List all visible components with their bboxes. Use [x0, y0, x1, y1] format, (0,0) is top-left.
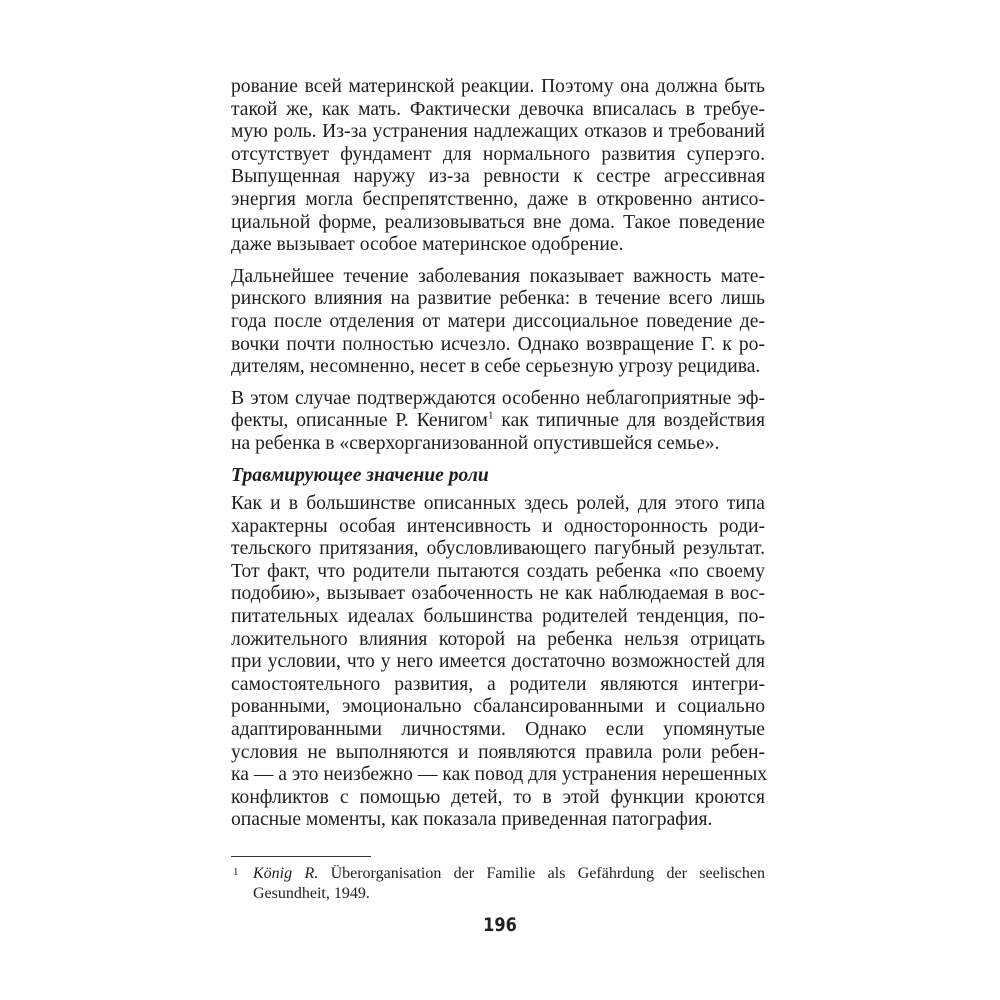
text-line: вочки почти полностью исчезло. Однако возвращение Г. к ро-: [231, 333, 765, 355]
footnote-line: Gesundheit, 1949.: [253, 885, 370, 902]
text-line: конфликтов с помощью детей, то в этой функции кроются: [231, 786, 765, 808]
text-line: Тот факт, что родители пытаются создать ребенка «по своему: [231, 560, 765, 582]
text-line: ринского влияния на развитие ребенка: в течение всего лишь: [231, 288, 765, 310]
page-number: 196: [483, 914, 517, 936]
footnote-author: König R.: [253, 865, 319, 882]
text-line: [231, 410, 765, 433]
paragraph-2: [231, 266, 765, 379]
text-line: даже вызывает особое материнское одобрение.: [231, 234, 624, 256]
text-line: Выпущенная наружу из-за ревности к сестре агрессивная: [231, 166, 765, 188]
footnote-text: Überorganisation der Familie als Gefährdung der seelischen: [318, 865, 766, 882]
text-line: Дальнейшее течение заболевания показывает важность мате-: [231, 265, 765, 287]
paragraph-3: [231, 388, 765, 456]
text-span: как типичные для воздействия: [493, 410, 765, 432]
text-line: характерны особая интенсивность и односторонность роди-: [231, 515, 765, 537]
footnote-line: [231, 864, 765, 884]
footnote-mark: 1: [233, 866, 239, 878]
text-line: ложительного влияния которой на ребенка нельзя отрицать: [231, 628, 765, 650]
text-line: самостоятельного развития, а родители являются интегри-: [231, 673, 765, 695]
text-line: отсутствует фундамент для нормального развития суперэго.: [231, 143, 765, 165]
text-line: циальной форме, реализовываться вне дома. Такое поведение: [231, 211, 765, 233]
text-line: ка — а это неизбежно — как повод для устранения нерешенных: [231, 764, 768, 786]
text-line: при условии, что у него имеется достаточно возможностей для: [231, 651, 765, 673]
footnote-ref: 1: [487, 409, 494, 422]
text-line: на ребенка в «сверхорганизованной опустившейся семье».: [231, 432, 720, 454]
section-heading: Травмирующее значение роли: [231, 464, 489, 486]
text-line: дителям, несомненно, несет в себе серьезную угрозу рецидива.: [231, 356, 761, 378]
text-line: питательных идеалах большинства родителей тенденция, по-: [231, 606, 765, 628]
text-line: В этом случае подтверждаются особенно неблагоприятные эф-: [231, 387, 765, 409]
text-line: года после отделения от матери диссоциальное поведение де-: [231, 310, 765, 332]
footnote: [231, 864, 765, 904]
text-line: рованными, эмоционально сбалансированными и социально: [231, 696, 765, 718]
text-line: условия не выполняются и появляются правила роли ребен-: [231, 741, 765, 763]
text-line: такой же, как мать. Фактически девочка вписалась в требуе-: [231, 98, 765, 120]
text-line: мую роль. Из-за устранения надлежащих отказов и требований: [231, 121, 765, 143]
page-body: [231, 76, 768, 841]
text-line: энергия могла беспрепятственно, даже в откровенно антисо-: [231, 188, 765, 210]
text-line: подобию», вызывает озабоченность не как наблюдаемая в вос-: [231, 583, 765, 605]
text-line: рование всей материнской реакции. Поэтому она должна быть: [231, 76, 765, 97]
paragraph-1: [231, 76, 765, 257]
paragraph-4: [231, 493, 768, 832]
footnote-divider: [231, 856, 371, 857]
text-line: адаптированными личностями. Однако если упомянутые: [231, 719, 765, 741]
text-line: тельского притязания, обусловливающего пагубный результат.: [231, 538, 765, 560]
text-span: фекты, описанные Р. Кенигом: [231, 410, 488, 432]
text-line: Как и в большинстве описанных здесь ролей, для этого типа: [231, 493, 765, 515]
text-line: опасные моменты, как показала приведенная патография.: [231, 809, 713, 831]
